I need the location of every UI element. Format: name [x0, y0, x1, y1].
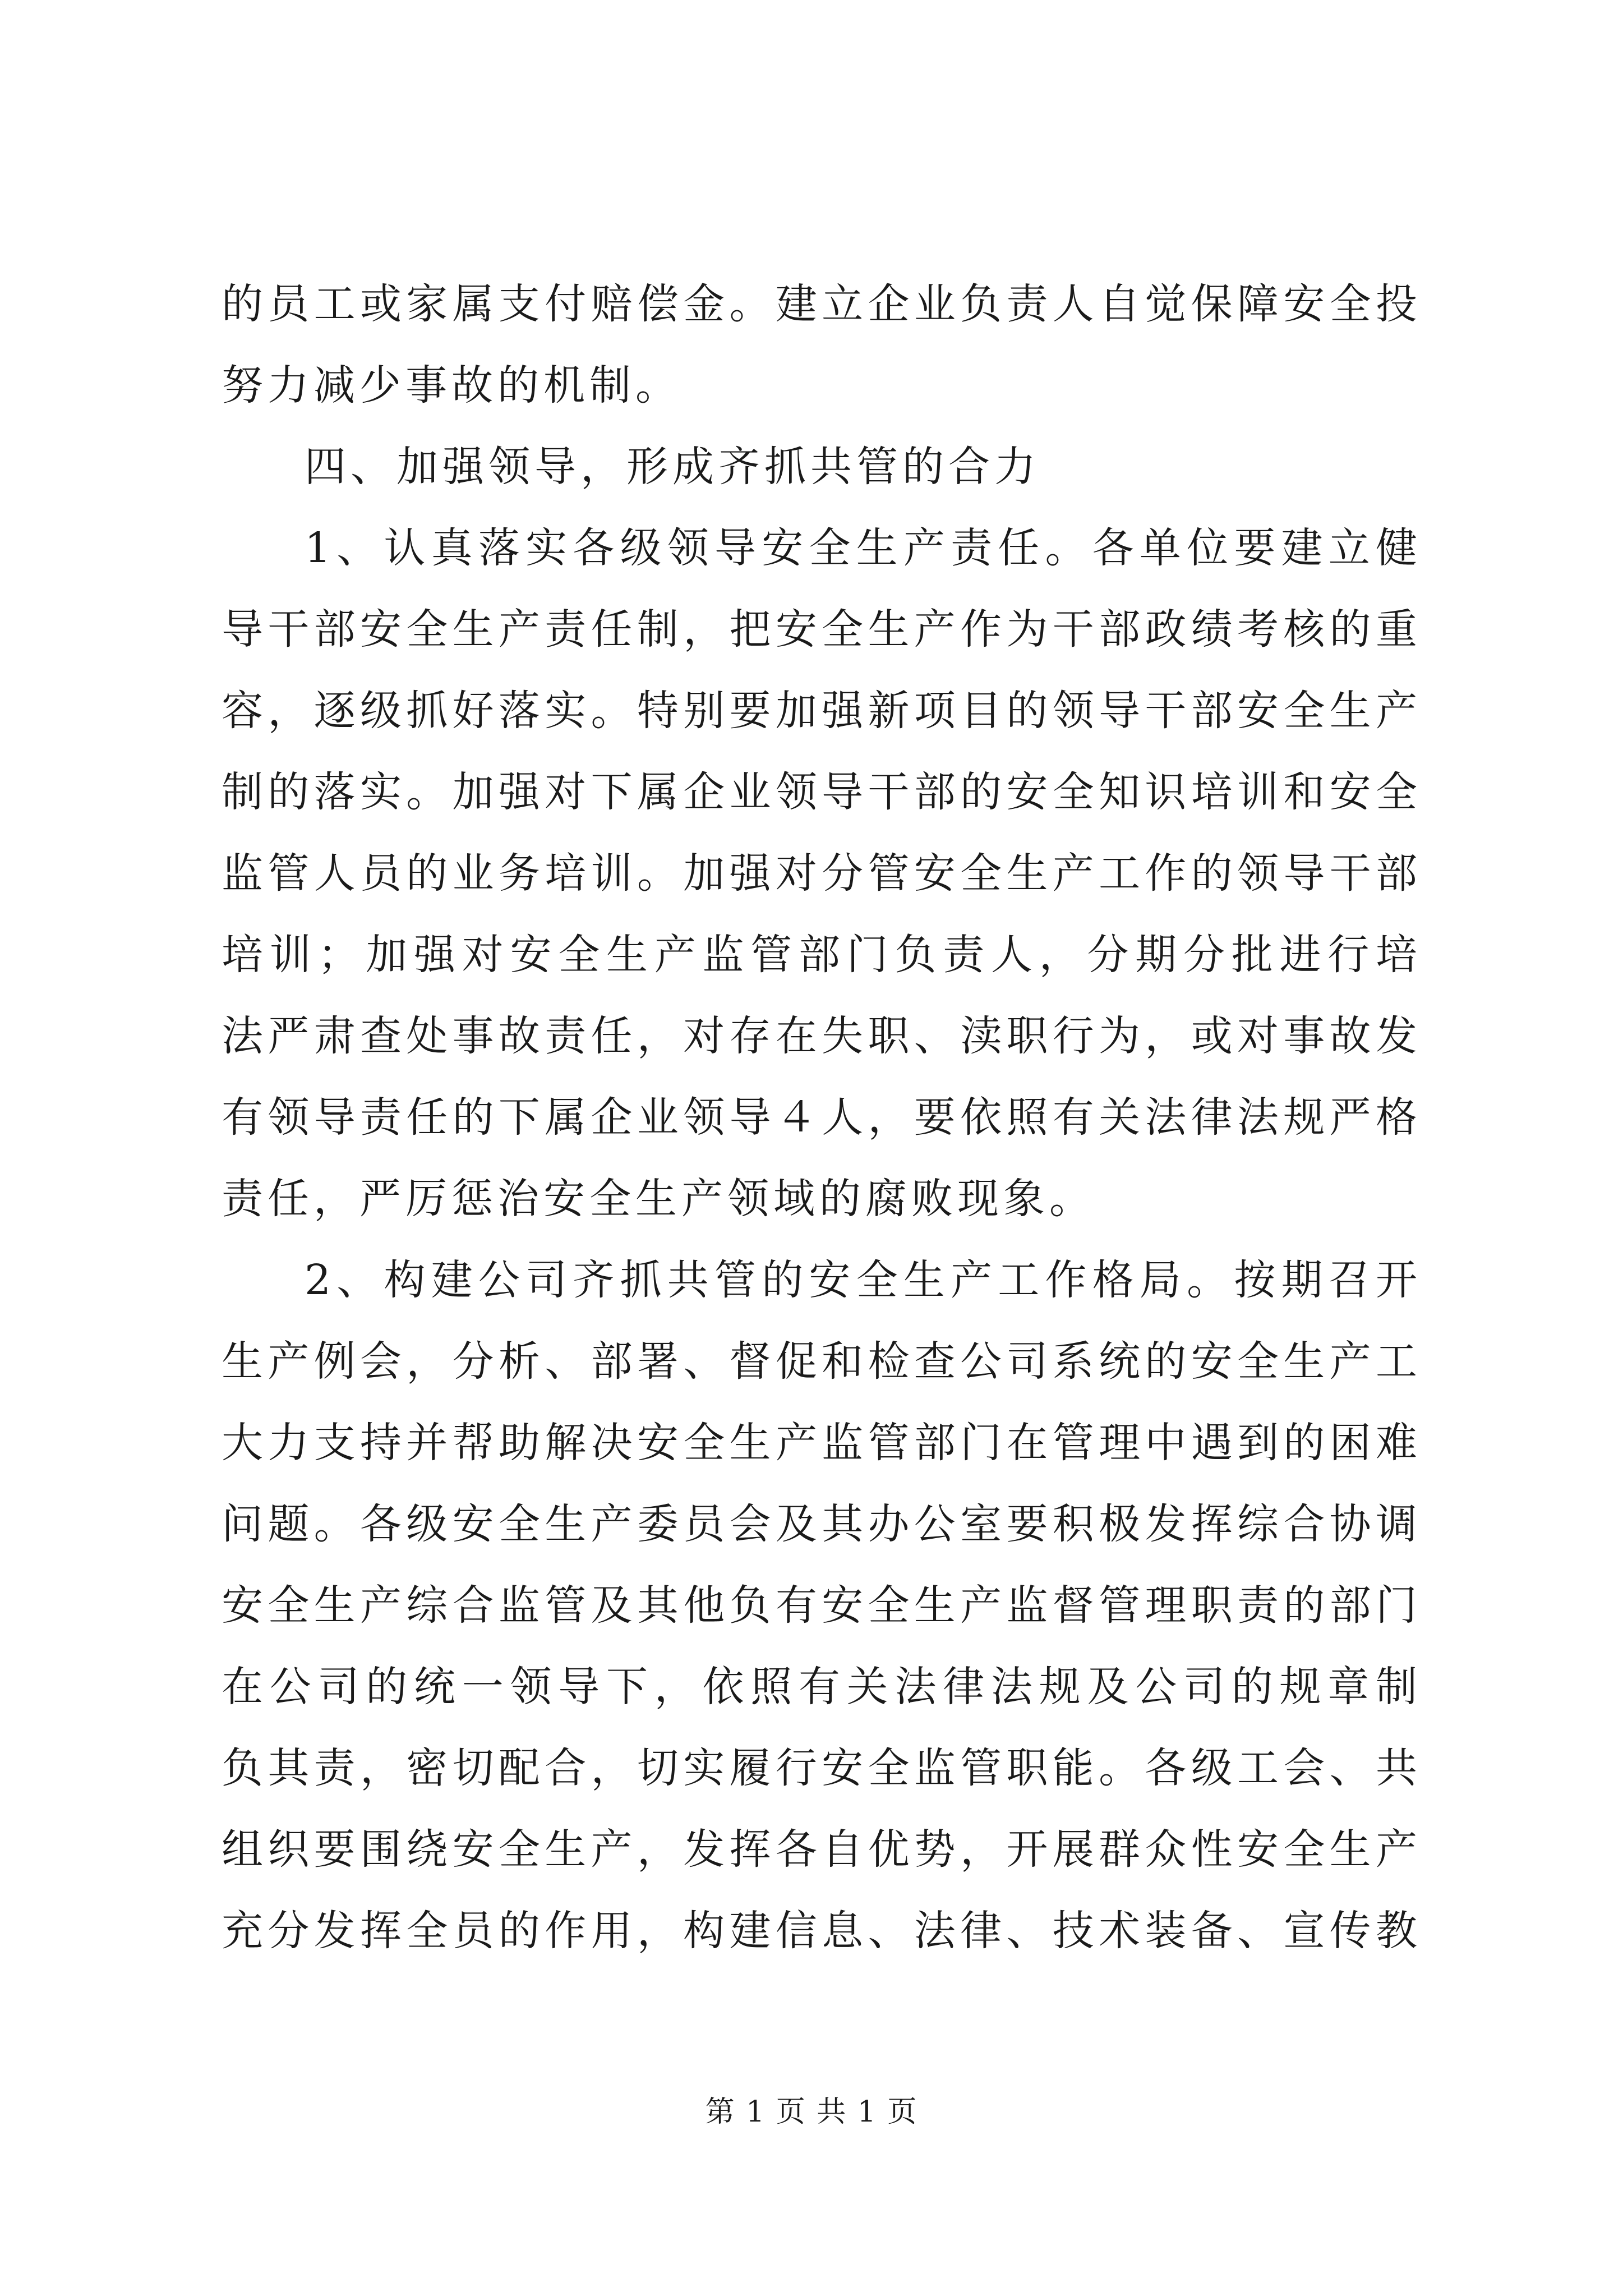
text-line: 容，逐级抓好落实。特别要加强新项目的领导干部安全生产	[222, 687, 1422, 735]
text-line: 法严肃查处事故责任，对存在失职、渎职行为，或对事故发	[222, 1012, 1422, 1060]
text-line: 负其责，密切配合，切实履行安全监管职能。各级工会、共	[222, 1744, 1422, 1792]
text-line: 2、构建公司齐抓共管的安全生产工作格局。按期召开	[305, 1256, 1422, 1304]
text-line: 安全生产综合监管及其他负有安全生产监督管理职责的部门	[222, 1581, 1422, 1630]
text-line: 在公司的统一领导下，依照有关法律法规及公司的规章制	[222, 1663, 1422, 1711]
text-line: 监管人员的业务培训。加强对分管安全生产工作的领导干部	[222, 849, 1422, 898]
text-line: 1、认真落实各级领导安全生产责任。各单位要建立健	[305, 524, 1422, 572]
text-line: 培训；加强对安全生产监管部门负责人，分期分批进行培	[222, 931, 1422, 979]
text-line: 制的落实。加强对下属企业领导干部的安全知识培训和安全	[222, 768, 1422, 816]
text-line: 大力支持并帮助解决安全生产监管部门在管理中遇到的困难	[222, 1419, 1422, 1467]
text-line: 导干部安全生产责任制，把安全生产作为干部政绩考核的重	[222, 605, 1422, 654]
text-line: 努力减少事故的机制。	[222, 361, 681, 409]
document-body	[222, 264, 1422, 1972]
text-line: 责任，严厉惩治安全生产领域的腐败现象。	[222, 1175, 1095, 1223]
text-line: 生产例会，分析、部署、督促和检查公司系统的安全生产工	[222, 1337, 1422, 1386]
text-line: 有领导责任的下属企业领导４人，要依照有关法律法规严格	[222, 1093, 1422, 1142]
text-line: 的员工或家属支付赔偿金。建立企业负责人自觉保障安全投	[222, 280, 1422, 328]
text-line: 充分发挥全员的作用，构建信息、法律、技术装备、宣传教	[222, 1907, 1422, 1955]
text-line: 问题。各级安全生产委员会及其办公室要积极发挥综合协调	[222, 1500, 1422, 1548]
section-heading: 四、加强领导，形成齐抓共管的合力	[305, 443, 1040, 491]
text-line: 组织要围绕安全生产，发挥各自优势，开展群众性安全生产	[222, 1825, 1422, 1874]
page-number-footer: 第 1 页 共 1 页	[705, 2095, 918, 2129]
